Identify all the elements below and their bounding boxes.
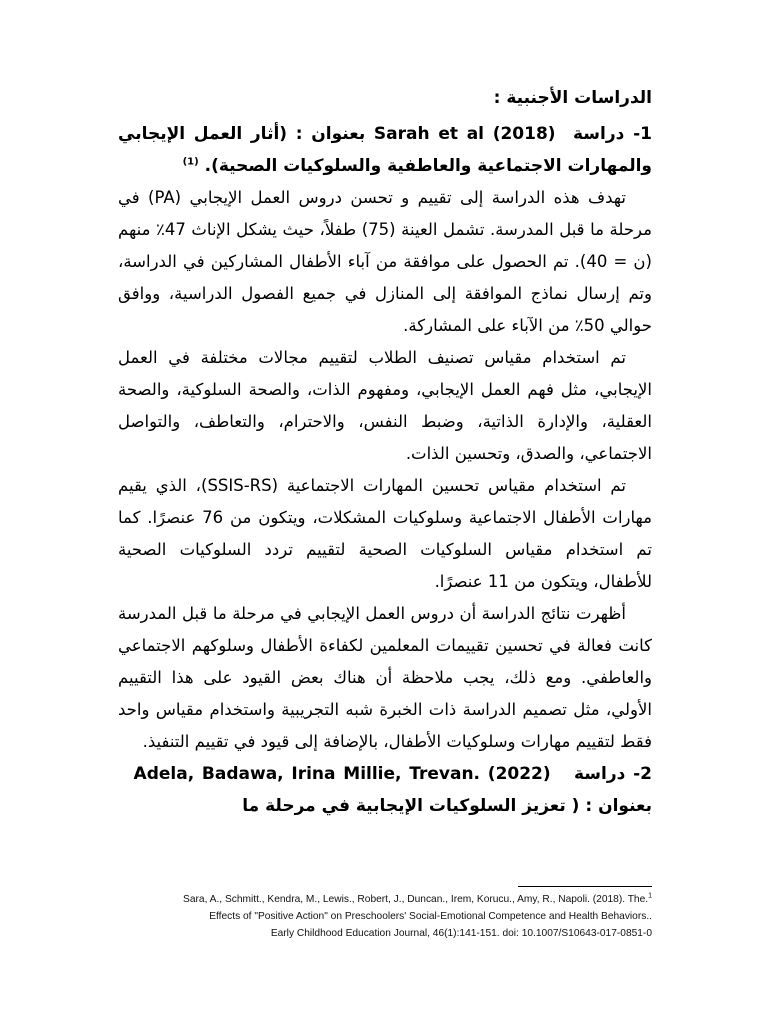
study1-paragraph-aim: تهدف هذه الدراسة إلى تقييم و تحسن دروس العمل الإيجابي (PA) في مرحلة ما قبل المدرسة. تشمل العينة (75) طفلاً، حيث يشكل الإناث 47٪ منهم (ن = 40). تم الحصول على موافقة من آباء الأطفال المشاركين في الدراسة، وتم إرسال نماذج الموافقة إلى المنازل في جميع الفصول الدراسية، ووافق حوالي 50٪ من الآباء على المشاركة. bbox=[118, 188, 652, 335]
footnote-line-1 bbox=[100, 891, 652, 908]
study1-title-prefix: 1- دراسة bbox=[573, 124, 652, 144]
footnote-separator bbox=[518, 886, 652, 887]
footnote-number: 1 bbox=[648, 892, 652, 900]
study2-title-prefix: 2- دراسة bbox=[573, 764, 653, 784]
section-heading: الدراسات الأجنبية : bbox=[493, 88, 652, 108]
footnote-line-1-text: Sara, A., Schmitt., Kendra, M., Lewis., Robert, J., Duncan., Irem, Korucu., Amy, R., Napoli. (2018). The. bbox=[183, 894, 649, 905]
study1-paragraph-ssis-scale: تم استخدام مقياس تحسين المهارات الاجتماعية (SSIS-RS)، الذي يقيم مهارات الأطفال الاجتماعية وسلوكيات المشكلات، ويتكون من 76 عنصرًا. كما تم استخدام مقياس السلوكيات الصحية لتقييم تردد السلوكيات الصحية للأطفال، ويتكون من 11 عنصرًا. bbox=[118, 476, 652, 591]
study2-year: (2022) bbox=[487, 764, 551, 784]
study2-authors: Adela, Badawa, Irina Millie, Trevan. bbox=[133, 764, 481, 784]
study1-title-suffix: بعنوان : (أثار العمل الإيجابي والمهارات الاجتماعية والعاطفية والسلوكيات الصحية). bbox=[118, 124, 652, 176]
study2-title-suffix: بعنوان : ( تعزيز السلوكيات الإيجابية في مرحلة ما bbox=[242, 796, 652, 816]
body-text-column bbox=[118, 82, 652, 822]
footnote bbox=[100, 891, 652, 942]
study1-paragraph-results: أظهرت نتائج الدراسة أن دروس العمل الإيجابي في مرحلة ما قبل المدرسة كانت فعالة في تحسين تقييمات المعلمين لكفاءة الأطفال وسلوكهم الاجتماعي والعاطفي. ومع ذلك، يجب ملاحظة أن هناك بعض القيود على هذا التقييم الأولي، مثل تصميم الدراسة ذات الخبرة شبه التجريبية واستخدام مقياس واحد فقط لتقييم مهارات وسلوكيات الأطفال، بالإضافة إلى قيود في تقييم التنفيذ. bbox=[118, 604, 652, 751]
footnote-line-3: Early Childhood Education Journal, 46(1):141-151. doi: 10.1007/S10643-017-0851-0 bbox=[270, 928, 652, 939]
study1-authors-year: Sarah et al (2018) bbox=[373, 124, 556, 144]
study1-paragraph-student-scale: تم استخدام مقياس تصنيف الطلاب لتقييم مجالات مختلفة في العمل الإيجابي، مثل فهم العمل الإيجابي، ومفهوم الذات، والصحة السلوكية، والصحة العقلية، والإدارة الذاتية، وضبط النفس، والاحترام، والتعاطف، والتواصل الاجتماعي، والصدق، وتحسين الذات. bbox=[118, 348, 652, 463]
footnote-line-2: Effects of "Positive Action" on Preschoolers' Social-Emotional Competence and Health Behaviors.. bbox=[209, 911, 652, 922]
footnote-reference[interactable]: (1) bbox=[182, 156, 199, 168]
study2-title bbox=[118, 758, 652, 822]
study1-title bbox=[118, 118, 652, 182]
